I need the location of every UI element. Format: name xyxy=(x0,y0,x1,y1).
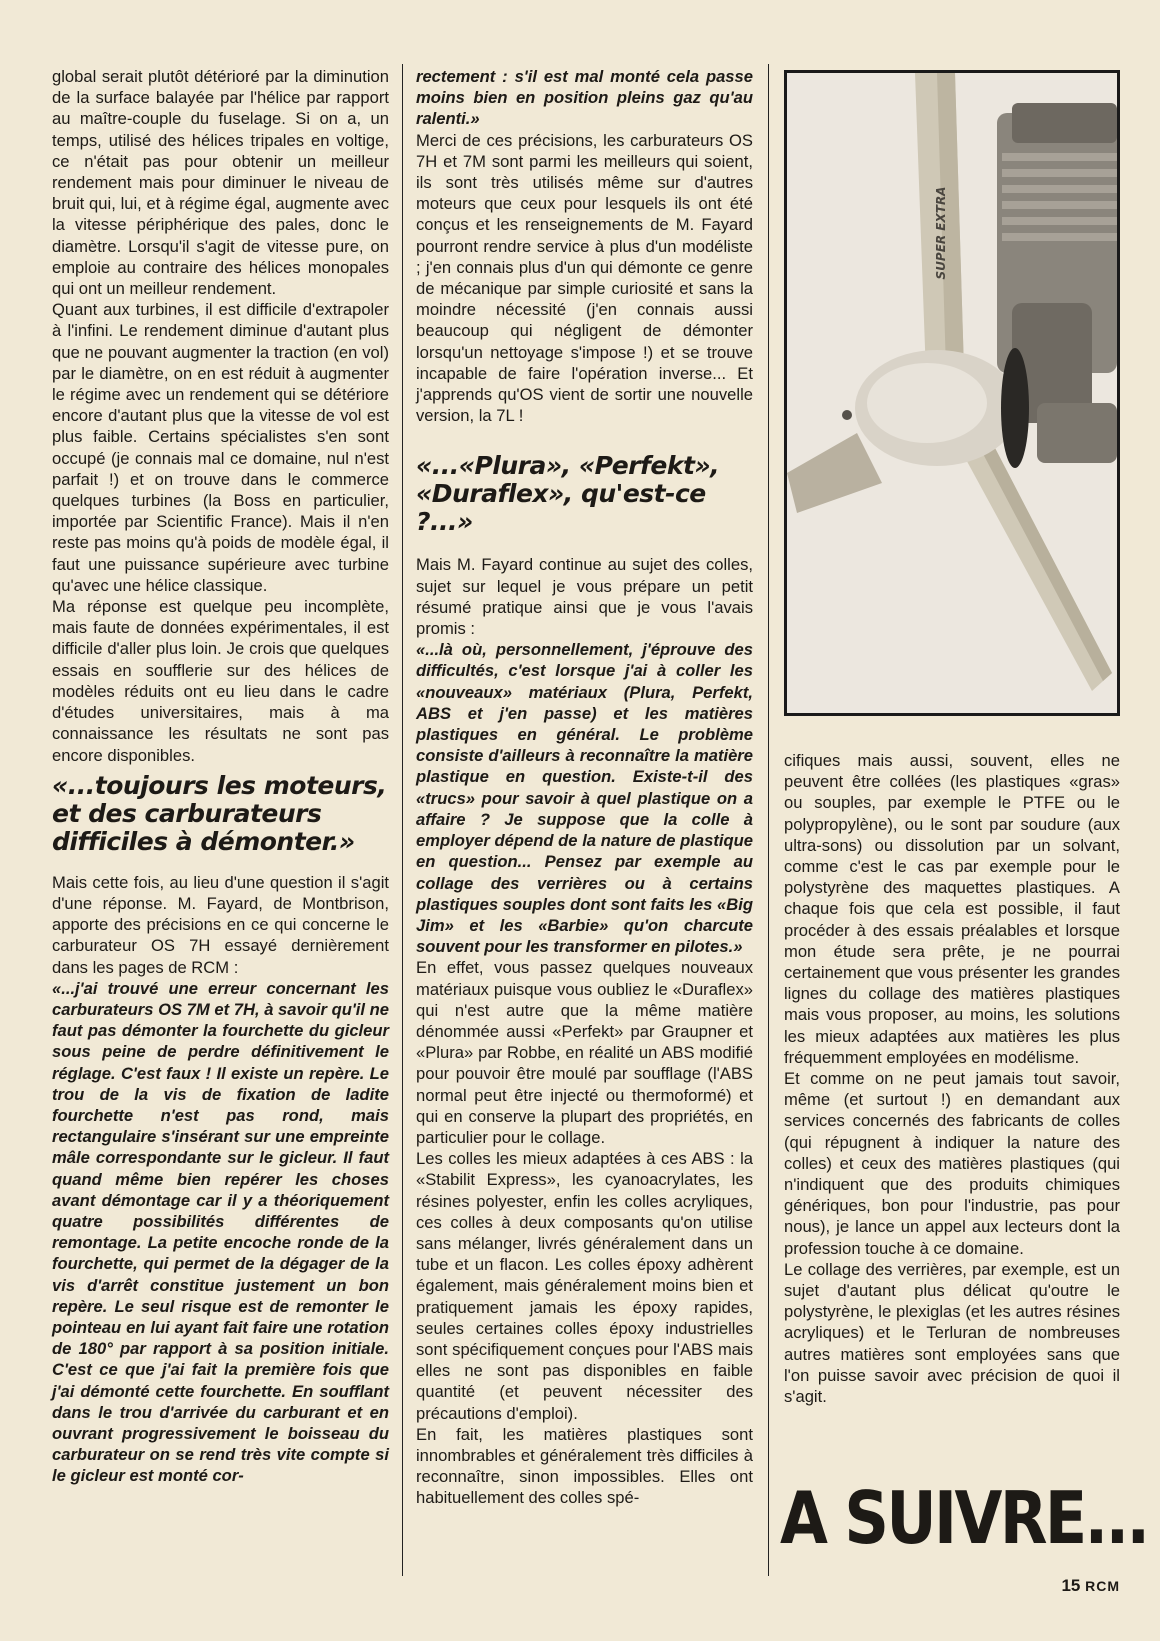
propeller-photo xyxy=(784,70,1120,716)
column-1 xyxy=(52,66,389,1487)
paragraph: Merci de ces précisions, les carburateurs OS 7H et 7M sont parmi les meilleurs qui soient, ils sont très utilisés même sur d'autres moteurs que ceux pour lesquels ils ont été conçus et les renseignements de M. Fayard pourront rendre service à plus d'un modéliste ; j'en connais plus d'un qui démonte ce genre de mécanique par simple curiosité et sans la moindre nécessité (j'en connais aussi beaucoup qui négligent de démonter lorsqu'un nettoyage s'impose !) et se trouve incapable de faire l'opération inverse... Et j'apprends qu'OS vient de sortir une nouvelle version, la 7L ! xyxy=(416,130,753,426)
paragraph: Les colles les mieux adaptées à ces ABS : la «Stabilit Express», les cyanoacrylates, les résines polyester, enfin les colles acryliques, ces colles à deux composants qu'on utilise sans mélanger, livrés généralement dans un tube et un flacon. Les colles époxy adhèrent également, mais généralement moins bien et pratiquement jamais les époxy rapides, seules certaines colles époxy industrielles sont spécifiquement conçues pour l'ABS mais elles ne sont pas disponibles en faible quantité (et peuvent nécessiter des précautions d'emploi). xyxy=(416,1149,753,1423)
paragraph: global serait plutôt détérioré par la diminution de la surface balayée par l'hélice par rapport au maître-couple du fuselage. Si on a, un temps, utilisé des hélices tripales en voltige, ce n'était pas pour obtenir un meilleur rendement mais pour diminuer le niveau de bruit qui, lui, et à régime égal, augmente avec la vitesse périphérique des pales, donc le diamètre. Lorsqu'il s'agit de vitesse pure, on emploie au contraire des hélices monopales qui ont un meilleur rendement. xyxy=(52,67,389,299)
column-rule xyxy=(402,64,403,1576)
paragraph: Mais M. Fayard continue au sujet des colles, sujet sur lequel je vous prépare un petit résumé pratique ainsi que je vous l'avais promis : xyxy=(416,555,753,639)
paragraph: Ma réponse est quelque peu incomplète, mais faute de données expérimentales, il est difficile d'aller plus loin. Je crois que quelques essais en soufflerie sur des hélices de modèles réduits ont eu lieu dans le cadre d'études universitaires, mais à ma connaissance les résultats ne sont pas encore disponibles. xyxy=(52,597,389,765)
paragraph: Le collage des verrières, par exemple, est un sujet d'autant plus délicat qu'outre le polystyrène, le plexiglas (et les autres résines acryliques) et le Terluran de nombreuses autres matières sont employées sans que l'on puisse savoir avec précision de quoi il s'agit. xyxy=(784,1259,1120,1407)
section-heading: «...«Plura», «Perfekt», «Duraflex», qu'est-ce ?...» xyxy=(416,451,720,537)
to-be-continued: A SUIVRE... xyxy=(780,1476,1148,1560)
paragraph: cifiques mais aussi, souvent, elles ne peuvent être collées (les plastiques «gras» ou souples, par exemple le PTFE ou le polypropylène), ou le sont par soudure (aux ultra-sons) ou dissolution par un solvant, comme c'est le cas par exemple pour le polystyrène des maquettes plastiques. A chaque fois que cela est possible, il faut procéder à des essais préalables et lorsque mon étude sera prête, je ne pourrai certainement que vous présenter les grandes lignes du collage des matières plastiques mais vous proposer, au moins, les solutions les mieux adaptées aux matières les plus fréquemment employées en modélisme. xyxy=(784,751,1120,1067)
paragraph: En effet, vous passez quelques nouveaux matériaux puisque vous oubliez le «Duraflex» qui n'est autre que la même matière dénommée aussi «Perfekt» par Graupner et «Plura» par Robbe, en réalité un ABS modifié pour pouvoir être moulé par soufflage (l'ABS normal peut être injecté ou thermoformé) et qui en conserve la plupart des propriétés, en particulier pour le collage. xyxy=(416,958,753,1147)
paragraph: En fait, les matières plastiques sont innombrables et généralement très difficiles à reconnaître, sinon impossibles. Elles ont habituellement des colles spé- xyxy=(416,1424,753,1508)
magazine-name: RCM xyxy=(1085,1578,1120,1594)
quote-paragraph: «...j'ai trouvé une erreur concernant les carburateurs OS 7M et 7H, à savoir qu'il ne faut pas démonter la fourchette du gicleur sous peine de perdre définitivement le réglage. C'est faux ! Il existe un repère. Le trou de la vis de fixation de ladite fourchette n'est pas rond, mais rectangulaire s'insérant sur une empreinte mâle correspondante sur le gicleur. Il faut quand même bien repérer les choses avant démontage car il y a théoriquement quatre possibilités différentes de remontage. La petite encoche ronde de la fourchette, qui permet de la dégager de la vis d'arrêt constitue justement un bon repère. Le seul risque est de remonter le pointeau en lui ayant fait faire une rotation de 180° par rapport à sa position initiale. C'est ce que j'ai fait la première fois que j'ai démonté cette fourchette. En soufflant dans le trou d'arrivée du carburant et en ouvrant progressivement le boisseau du carburateur on se rend très vite compte si le gicleur est monté cor- xyxy=(52,978,389,1486)
page-number: 15 xyxy=(1061,1576,1081,1595)
paragraph: Quant aux turbines, il est difficile d'extrapoler à l'infini. Le rendement diminue d'autant plus que ne pouvant augmenter la traction (en vol) par le diamètre, on en est réduit à augmenter le régime avec un rendement qui se détériore encore d'autant plus que la vitesse de vol est plus faible. Certains spécialistes s'en sont occupé (je connais mal ce domaine, nul n'est parfait !) et on trouve dans le commerce quelques turbines (la Boss en particulier, importée par Scientific France). Mais il n'en reste pas moins qu'à poids de modèle égal, il faut une puissance supérieure avec turbine qu'avec une hélice classique. xyxy=(52,300,389,595)
column-rule xyxy=(768,64,769,1576)
section-heading: «...toujours les moteurs, et des carburateurs difficiles à démonter.» xyxy=(52,770,387,856)
page-folio xyxy=(1061,1576,1120,1596)
quote-paragraph: «...là où, personnellement, j'éprouve des difficultés, c'est lorsque j'ai à coller les «nouveaux» matériaux (Plura, Perfekt, ABS et j'en passe) et les matières plastiques en général. Le problème consiste d'ailleurs à reconnaître la matière plastique en question. Existe-t-il des «trucs» pour savoir à quel plastique on a affaire ? Je suppose que la colle à employer dépend de la nature de plastique en question... Pensez par exemple au collage des verrières ou à certains plastiques souples dont sont faits les «Big Jim» et les «Barbie» qu'on charcute souvent pour les transformer en pilotes.» xyxy=(416,640,753,957)
paragraph: Et comme on ne peut jamais tout savoir, même (et surtout !) en demandant aux services concernés des fabricants de colles (qui répugnent à indiquer la nature des colles) et ceux des matières plastiques (qui n'indiquent que des produits chimiques génériques, bon pour l'industrie, pas pour nous), je lance un appel aux lecteurs dont la profession touche à ce domaine. xyxy=(784,1069,1120,1258)
quote-paragraph: rectement : s'il est mal monté cela passe moins bien en position pleins gaz qu'au ralenti.» xyxy=(416,67,753,129)
column-3 xyxy=(784,750,1120,1407)
blade-label: SUPER EXTRA xyxy=(934,186,948,280)
column-2 xyxy=(416,66,753,1509)
paragraph: Mais cette fois, au lieu d'une question il s'agit d'une réponse. M. Fayard, de Montbrison, apporte des précisions en ce qui concerne le carburateur OS 7H essayé dernièrement dans les pages de RCM : xyxy=(52,872,389,977)
propeller-illustration xyxy=(787,73,1117,713)
